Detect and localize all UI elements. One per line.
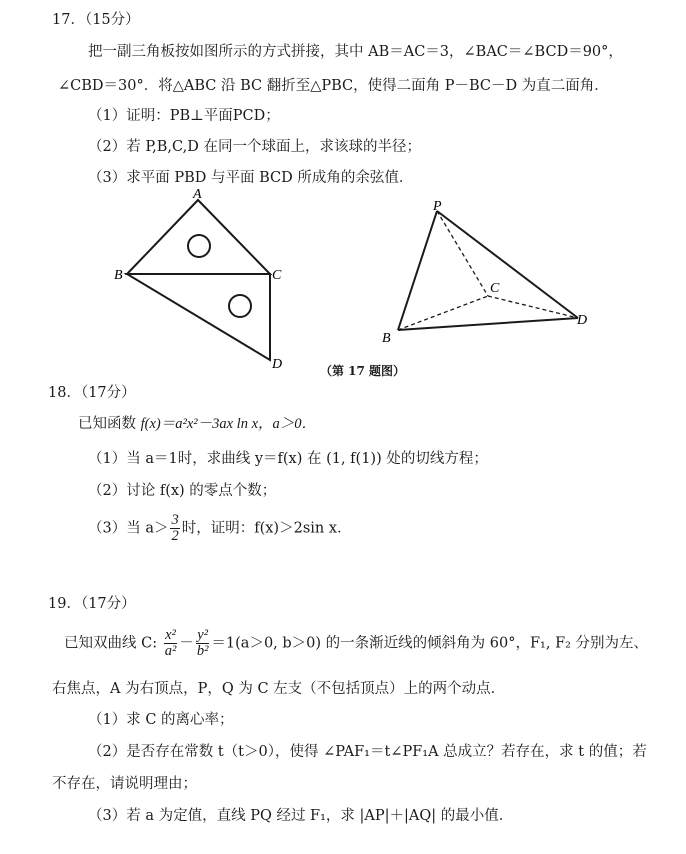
label-d: D bbox=[272, 357, 283, 372]
q19-part2-cont: 不存在，请说明理由； bbox=[52, 776, 197, 792]
fraction-numerator: 3 bbox=[171, 512, 179, 528]
fraction-x2-a2 bbox=[164, 628, 178, 659]
edge-pc bbox=[437, 211, 488, 296]
q18-part3-lead: （3）当 a＞ bbox=[88, 520, 169, 537]
tetrahedron-figure bbox=[370, 196, 600, 351]
q18-header: 18．（17分） bbox=[48, 385, 136, 401]
label-c-3d: C bbox=[490, 281, 500, 296]
q17-part3: （3）求平面 PBD 与平面 BCD 所成角的余弦值． bbox=[88, 170, 414, 186]
minus-sign: － bbox=[179, 635, 194, 652]
q17-part1: （1）证明：PB⊥平面PCD； bbox=[88, 108, 280, 124]
q17-intro-cont: ∠CBD＝30°．将△ABC 沿 BC 翻折至△PBC，使得二面角 P－BC－D 为直二面角． bbox=[58, 78, 609, 94]
triangle-hole-lower bbox=[229, 295, 251, 317]
q18-intro-text: 已知函数 bbox=[78, 416, 141, 432]
triangle-hole-upper bbox=[188, 235, 210, 257]
q19-intro-cont: 右焦点，A 为右顶点，P，Q 为 C 左支（不包括顶点）上的两个动点． bbox=[52, 681, 506, 697]
triangle-abc bbox=[127, 200, 270, 274]
label-a: A bbox=[193, 188, 202, 202]
q18-part1: （1）当 a＝1时，求曲线 y＝f(x) 在 (1, f(1)) 处的切线方程； bbox=[88, 451, 488, 467]
q19-part2: （2）是否存在常数 t（t＞0），使得 ∠PAF₁＝t∠PF₁A 总成立？若存在，求 t 的值；若 bbox=[88, 744, 647, 760]
fraction-numerator: x² bbox=[165, 627, 176, 643]
figure-caption: （第 17 题图） bbox=[320, 364, 406, 378]
q18-part3-tail: 时，证明：f(x)＞2sin x． bbox=[181, 520, 352, 537]
q17-intro: 把一副三角板按如图所示的方式拼接，其中 AB＝AC＝3，∠BAC＝∠BCD＝90°， bbox=[88, 44, 623, 60]
q19-part1: （1）求 C 的离心率； bbox=[88, 712, 234, 728]
q17-part2: （2）若 P,B,C,D 在同一个球面上，求该球的半径； bbox=[88, 139, 421, 155]
q19-intro bbox=[64, 628, 648, 659]
edge-pd bbox=[437, 211, 578, 318]
q19-part3: （3）若 a 为定值，直线 PQ 经过 F₁，求 |AP|＋|AQ| 的最小值． bbox=[88, 808, 514, 824]
q17-header: 17．（15分） bbox=[52, 12, 140, 28]
q19-header: 19．（17分） bbox=[48, 596, 136, 612]
triangle-bcd bbox=[127, 274, 270, 360]
label-p: P bbox=[433, 199, 442, 214]
label-b-3d: B bbox=[382, 331, 391, 346]
fraction-denominator: b² bbox=[196, 643, 209, 660]
fraction-three-halves bbox=[170, 513, 179, 544]
set-square-figure bbox=[100, 188, 300, 378]
q18-part2: （2）讨论 f(x) 的零点个数； bbox=[88, 483, 277, 499]
q19-intro-tail: ＝1(a＞0, b＞0) 的一条渐近线的倾斜角为 60°，F₁, F₂ 分别为左、 bbox=[211, 635, 649, 652]
q19-intro-lead: 已知双曲线 C: bbox=[64, 635, 162, 652]
label-d-3d: D bbox=[577, 313, 588, 328]
fraction-numerator: y² bbox=[197, 627, 209, 643]
fraction-denominator: a² bbox=[164, 643, 177, 660]
fraction-y2-b2 bbox=[196, 628, 210, 659]
q18-function-formula: f(x)＝a²x²－3ax ln x，a＞0． bbox=[140, 416, 317, 432]
label-c: C bbox=[272, 268, 282, 283]
fraction-denominator: 2 bbox=[171, 528, 179, 545]
edge-pb bbox=[398, 211, 437, 330]
q18-part3 bbox=[88, 513, 352, 544]
q18-intro bbox=[78, 416, 316, 433]
label-b: B bbox=[114, 268, 123, 283]
